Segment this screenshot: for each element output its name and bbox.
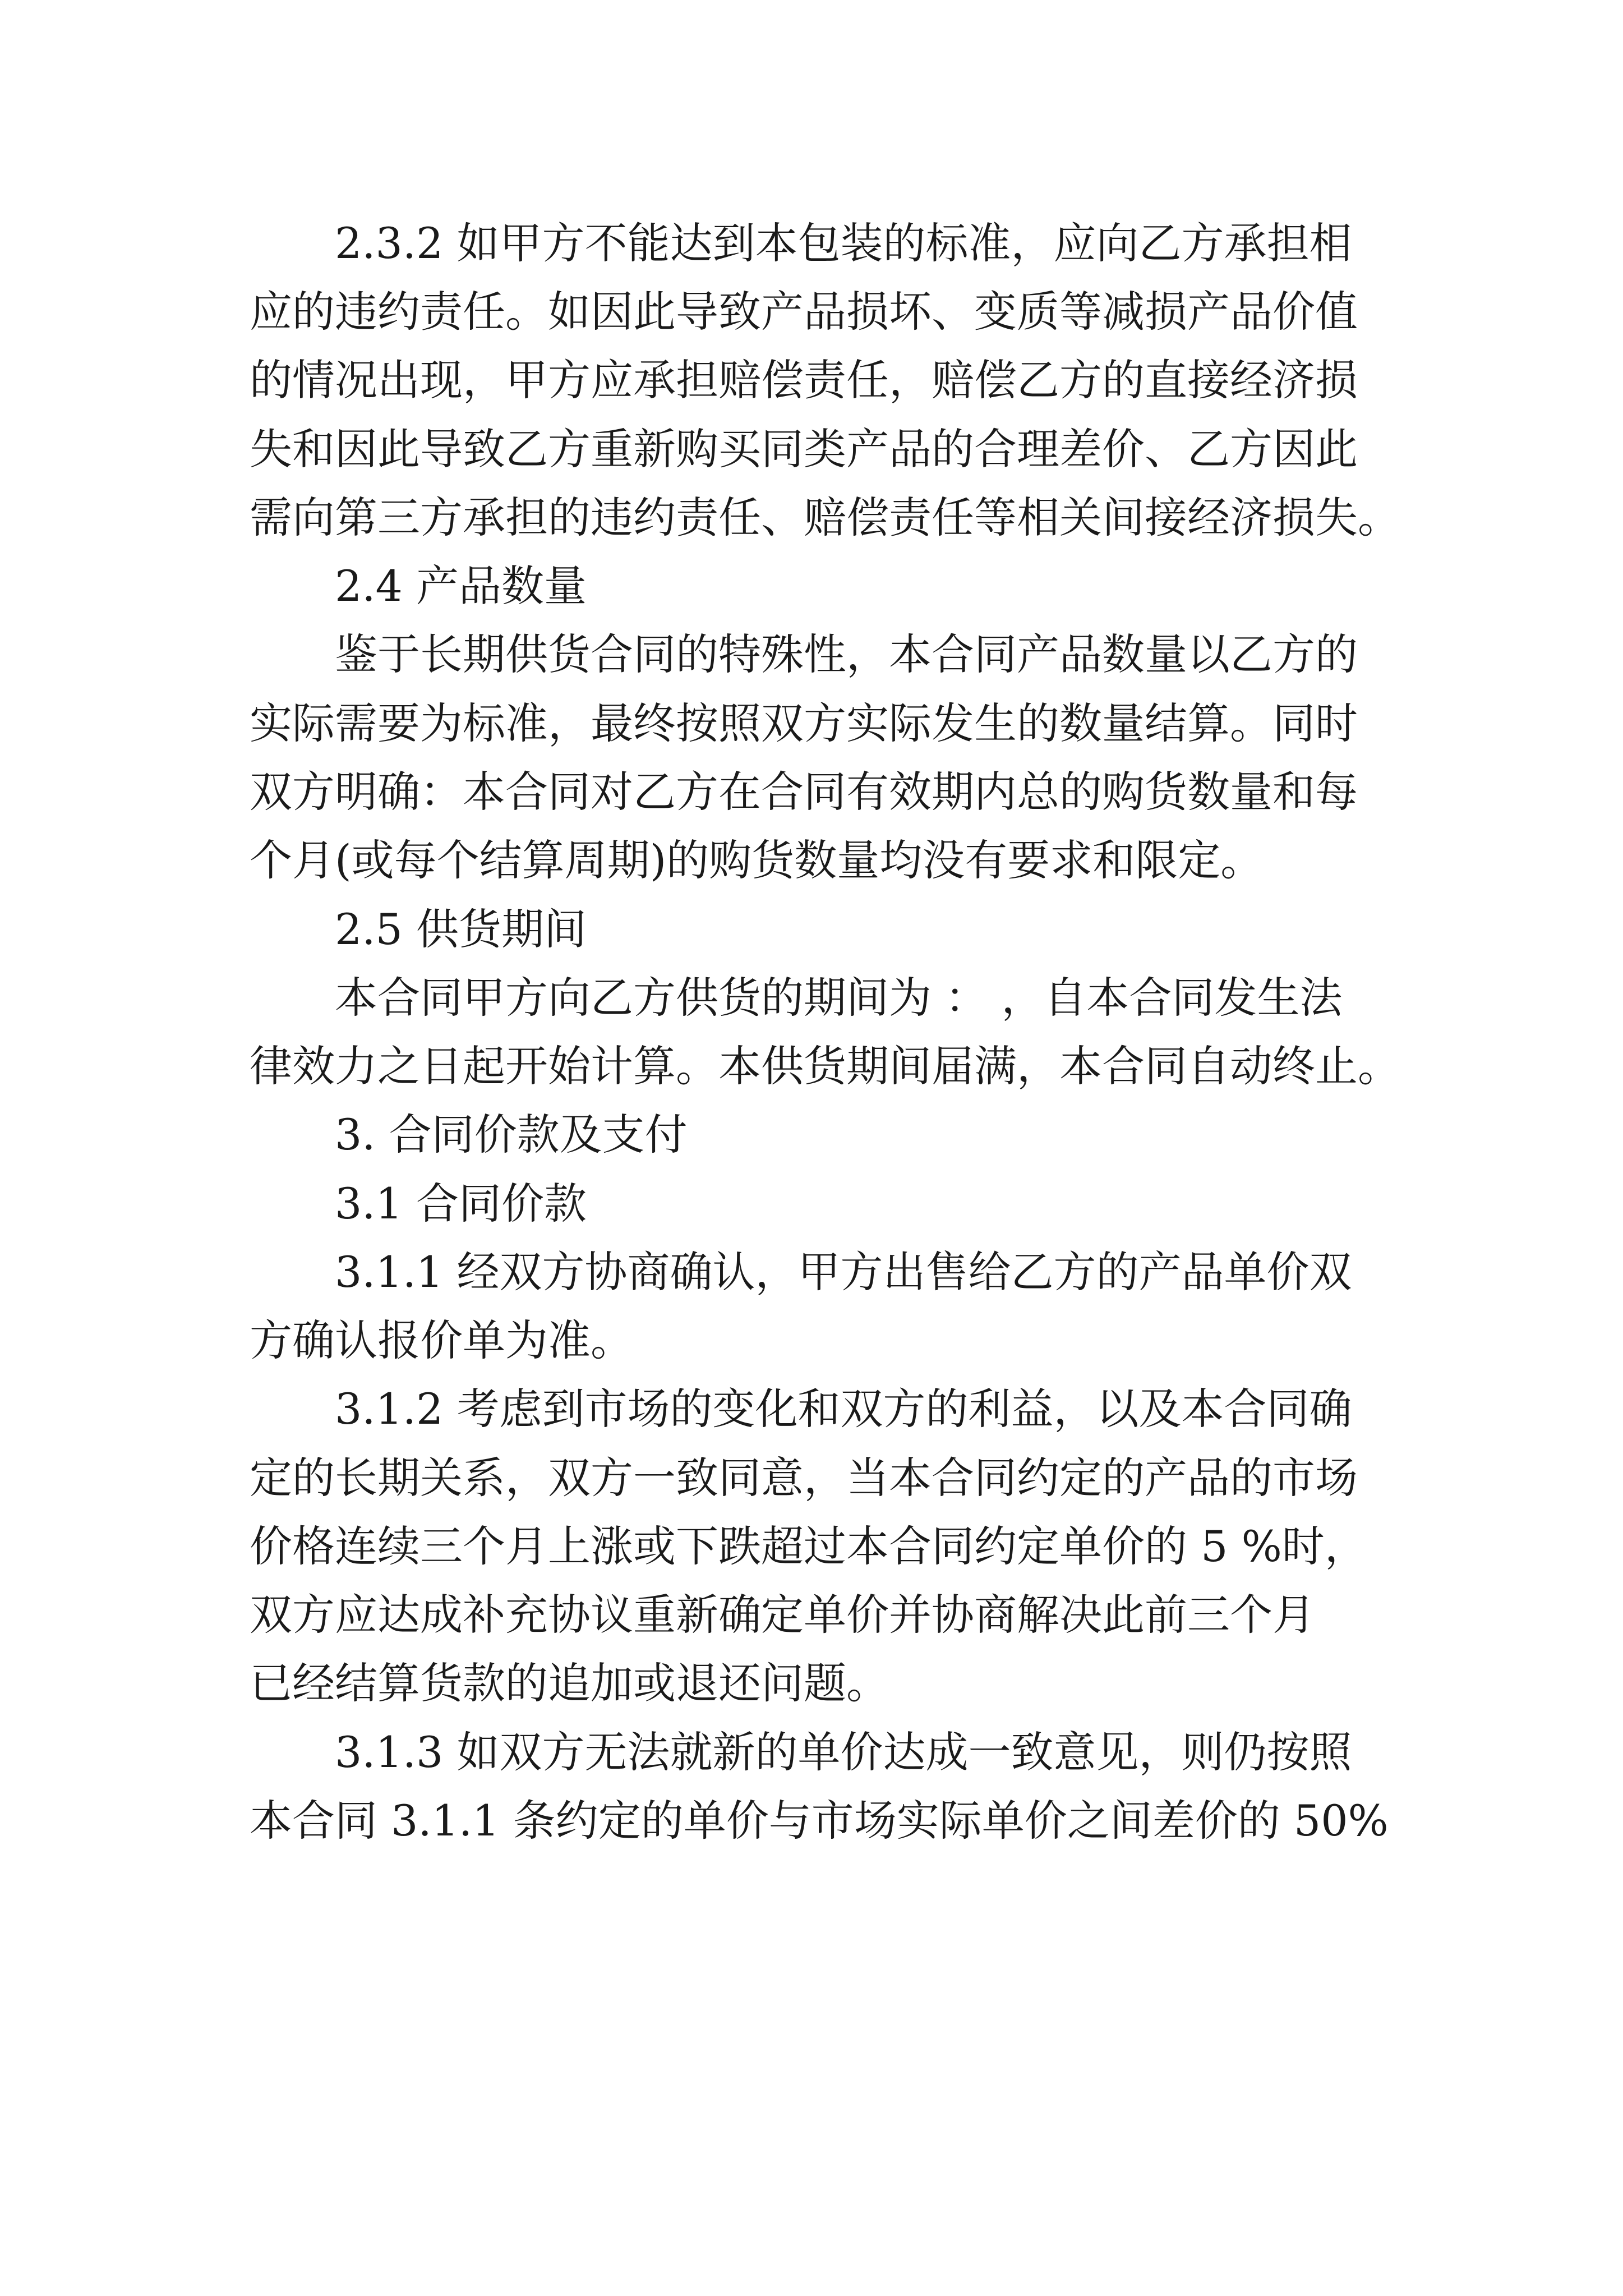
text-line: 个月(或每个结算周期)的购货数量均没有要求和限定。 <box>250 835 1264 885</box>
text-line: 3.1.1 经双方协商确认，甲方出售给乙方的产品单价双 <box>335 1247 1352 1297</box>
text-line: 2.3.2 如甲方不能达到本包装的标准，应向乙方承担相 <box>335 218 1352 268</box>
text-line: 需向第三方承担的违约责任、赔偿责任等相关间接经济损失。 <box>250 493 1400 542</box>
text-line: 实际需要为标准，最终按照双方实际发生的数量结算。同时 <box>250 698 1358 748</box>
section-heading: 2.4 产品数量 <box>335 561 587 611</box>
text-line: 方确认报价单为准。 <box>250 1315 633 1365</box>
text-line: 的情况出现，甲方应承担赔偿责任，赔偿乙方的直接经济损 <box>250 355 1358 405</box>
text-line: 3.1.3 如双方无法就新的单价达成一致意见，则仍按照 <box>335 1727 1352 1777</box>
section-heading: 3. 合同价款及支付 <box>335 1110 688 1159</box>
text-line: 价格连续三个月上涨或下跌超过本合同约定单价的 5 %时， <box>250 1521 1367 1571</box>
text-line: 双方应达成补充协议重新确定单价并协商解决此前三个月 <box>250 1590 1315 1640</box>
text-line: 失和因此导致乙方重新购买同类产品的合理差价、乙方因此 <box>250 424 1358 474</box>
text-line: 应的违约责任。如因此导致产品损坏、变质等减损产品价值 <box>250 287 1358 337</box>
section-heading: 3.1 合同价款 <box>335 1179 587 1228</box>
text-line: 定的长期关系，双方一致同意，当本合同约定的产品的市场 <box>250 1453 1358 1503</box>
text-line: 已经结算货款的追加或退还问题。 <box>250 1658 889 1708</box>
text-line: 本合同甲方向乙方供货的期间为 ： ，自本合同发生法 <box>335 973 1343 1023</box>
text-line: 鉴于长期供货合同的特殊性，本合同产品数量以乙方的 <box>335 629 1358 679</box>
text-line: 3.1.2 考虑到市场的变化和双方的利益，以及本合同确 <box>335 1384 1352 1434</box>
section-heading: 2.5 供货期间 <box>335 904 587 954</box>
text-line: 双方明确：本合同对乙方在合同有效期内总的购货数量和每 <box>250 767 1358 817</box>
text-line: 本合同 3.1.1 条约定的单价与市场实际单价之间差价的 50% <box>250 1796 1389 1846</box>
text-line: 律效力之日起开始计算。本供货期间届满，本合同自动终止。 <box>250 1041 1400 1091</box>
